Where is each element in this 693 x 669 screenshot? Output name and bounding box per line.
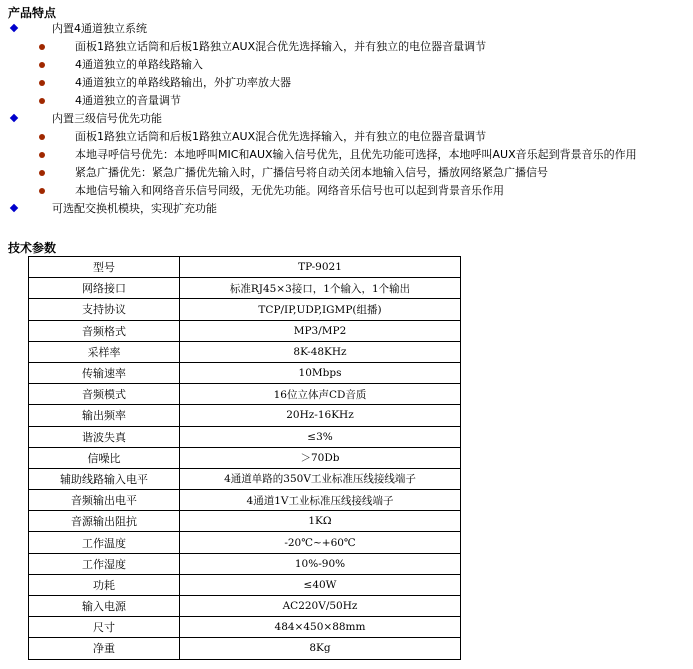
round-bullet-icon xyxy=(39,134,45,140)
feature-group xyxy=(0,20,693,38)
spec-value: TCP/IP,UDP,IGMP(组播) xyxy=(180,299,461,320)
spec-value: MP3/MP2 xyxy=(180,320,461,341)
feature-item xyxy=(0,182,693,200)
features-list xyxy=(0,20,693,218)
spec-key: 辅助线路输入电平 xyxy=(29,468,180,489)
feature-item xyxy=(0,38,693,56)
table-row xyxy=(29,574,461,595)
table-row xyxy=(29,596,461,617)
features-heading: 产品特点 xyxy=(8,6,57,20)
spec-key: 信噪比 xyxy=(29,447,180,468)
specs-heading: 技术参数 xyxy=(8,241,57,255)
table-row xyxy=(29,341,461,362)
round-bullet-icon xyxy=(39,170,45,176)
table-row xyxy=(29,320,461,341)
round-bullet-icon xyxy=(39,44,45,50)
feature-group-title: 内置三级信号优先功能 xyxy=(52,112,162,125)
table-row xyxy=(29,278,461,299)
spec-key: 采样率 xyxy=(29,341,180,362)
feature-item xyxy=(0,146,693,164)
feature-item xyxy=(0,92,693,110)
spec-value: 20Hz-16KHz xyxy=(180,405,461,426)
feature-group-title: 可选配交换机模块，实现扩充功能 xyxy=(52,202,217,215)
spec-value: 8Kg xyxy=(180,638,461,659)
spec-key: 谐波失真 xyxy=(29,426,180,447)
spec-value: 10Mbps xyxy=(180,362,461,383)
spec-value: 16位立体声CD音质 xyxy=(180,384,461,405)
spec-key: 工作温度 xyxy=(29,532,180,553)
spec-value: 10%-90% xyxy=(180,553,461,574)
table-row xyxy=(29,384,461,405)
diamond-bullet-icon xyxy=(10,114,18,122)
spec-value: 8K-48KHz xyxy=(180,341,461,362)
feature-item xyxy=(0,164,693,182)
feature-item-text: 本地寻呼信号优先：本地呼叫MIC和AUX输入信号优先，且优先功能可选择，本地呼叫AUX音乐起到背景音乐的作用 xyxy=(75,148,637,161)
table-row xyxy=(29,553,461,574)
feature-group xyxy=(0,200,693,218)
spec-key: 音频格式 xyxy=(29,320,180,341)
feature-group xyxy=(0,110,693,128)
spec-value: TP-9021 xyxy=(180,257,461,278)
table-row xyxy=(29,617,461,638)
feature-group-title: 内置4通道独立系统 xyxy=(52,22,147,35)
spec-key: 尺寸 xyxy=(29,617,180,638)
spec-key: 支持协议 xyxy=(29,299,180,320)
feature-item xyxy=(0,74,693,92)
spec-key: 音频模式 xyxy=(29,384,180,405)
spec-value: AC220V/50Hz xyxy=(180,596,461,617)
table-row xyxy=(29,532,461,553)
spec-value: ≤40W xyxy=(180,574,461,595)
spec-key: 型号 xyxy=(29,257,180,278)
table-row xyxy=(29,299,461,320)
spec-key: 网络接口 xyxy=(29,278,180,299)
spec-key: 音频输出电平 xyxy=(29,490,180,511)
spec-key: 传输速率 xyxy=(29,362,180,383)
spec-value: 1KΩ xyxy=(180,511,461,532)
feature-item xyxy=(0,56,693,74)
spec-value: 4通道单路的350V工业标准压线接线端子 xyxy=(180,468,461,489)
feature-item-text: 面板1路独立话筒和后板1路独立AUX混合优先选择输入，并有独立的电位器音量调节 xyxy=(75,40,487,53)
table-row xyxy=(29,257,461,278)
spec-value: 484×450×88mm xyxy=(180,617,461,638)
table-row xyxy=(29,490,461,511)
spec-key: 功耗 xyxy=(29,574,180,595)
feature-item-text: 4通道独立的音量调节 xyxy=(75,94,181,107)
table-row xyxy=(29,511,461,532)
feature-item-text: 紧急广播优先：紧急广播优先输入时，广播信号将自动关闭本地输入信号，播放网络紧急广播信号 xyxy=(75,166,548,179)
round-bullet-icon xyxy=(39,80,45,86)
round-bullet-icon xyxy=(39,62,45,68)
spec-key: 输出频率 xyxy=(29,405,180,426)
diamond-bullet-icon xyxy=(10,204,18,212)
feature-item-text: 面板1路独立话筒和后板1路独立AUX混合优先选择输入，并有独立的电位器音量调节 xyxy=(75,130,487,143)
spec-key: 工作湿度 xyxy=(29,553,180,574)
table-row xyxy=(29,426,461,447)
feature-item-text: 4通道独立的单路线路输出，外扩功率放大器 xyxy=(75,76,291,89)
table-row xyxy=(29,638,461,659)
table-row xyxy=(29,468,461,489)
spec-value: ≤3% xyxy=(180,426,461,447)
feature-item-text: 4通道独立的单路线路输入 xyxy=(75,58,203,71)
spec-value: 4通道1V工业标准压线接线端子 xyxy=(180,490,461,511)
spec-value: 标准RJ45×3接口，1个输入，1个输出 xyxy=(180,278,461,299)
spec-value: ＞70Db xyxy=(180,447,461,468)
round-bullet-icon xyxy=(39,152,45,158)
round-bullet-icon xyxy=(39,188,45,194)
spec-table xyxy=(28,256,461,660)
spec-key: 输入电源 xyxy=(29,596,180,617)
spec-key: 净重 xyxy=(29,638,180,659)
feature-item xyxy=(0,128,693,146)
diamond-bullet-icon xyxy=(10,24,18,32)
spec-value: -20℃~+60℃ xyxy=(180,532,461,553)
spec-key: 音源输出阻抗 xyxy=(29,511,180,532)
table-row xyxy=(29,362,461,383)
round-bullet-icon xyxy=(39,98,45,104)
feature-item-text: 本地信号输入和网络音乐信号同级，无优先功能。网络音乐信号也可以起到背景音乐作用 xyxy=(75,184,504,197)
table-row xyxy=(29,405,461,426)
table-row xyxy=(29,447,461,468)
